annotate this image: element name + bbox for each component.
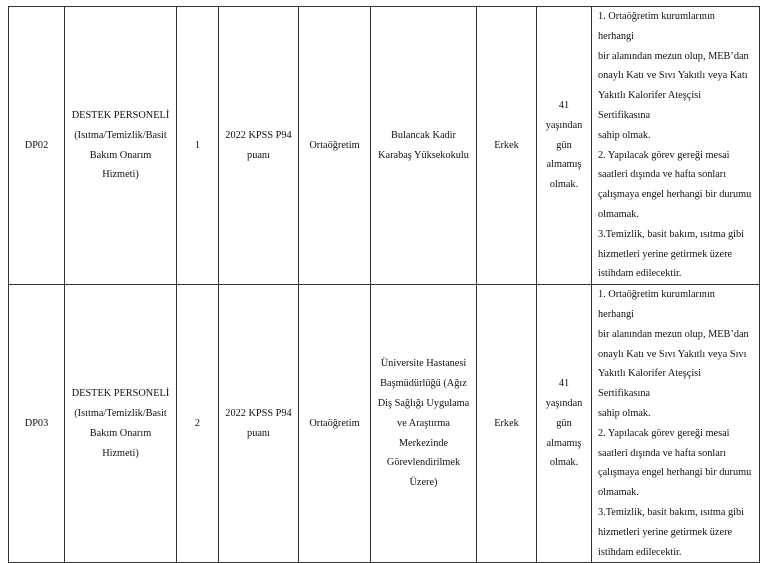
education-cell: Ortaöğretim [299,285,371,563]
position-title-cell: DESTEK PERSONELİ (Isıtma/Temizlik/Basit Bakım Onarım Hizmeti) [65,7,177,285]
requirement-item: 2. Yapılacak görev gereği mesai saatleri dışında ve hafta sonları çalışmaya engel herhangi bir durumu olmamak. [598,427,752,499]
position-count-cell: 1 [177,7,219,285]
requirement-item: 1. Ortaöğretim kurumlarının herhangi bir alanından mezun olup, MEB’dan onaylı Katı ve Sıvı Yakıtlı veya Sıvı Yakıtlı Kalorifer Ateşçisi Sertifikasına sahip olmak. [598,289,749,419]
position-code-cell: DP03 [9,285,65,563]
position-title-cell: DESTEK PERSONELİ (Isıtma/Temizlik/Basit Bakım Onarım Hizmeti) [65,285,177,563]
unit-cell: Bulancak Kadir Karabaş Yüksekokulu [371,7,477,285]
gender-cell: Erkek [477,7,537,285]
requirements-cell [592,285,760,563]
requirement-item: 1. Ortaöğretim kurumlarının herhangi bir alanından mezun olup, MEB’dan onaylı Katı ve Sıvı Yakıtlı veya Katı Yakıtlı Kalorifer Ateşçisi Sertifikasına sahip olmak. [598,11,749,141]
table-row [9,7,760,285]
document-page [8,6,759,558]
age-limit-cell: 41 yaşından gün almamış olmak. [537,7,592,285]
score-type-cell: 2022 KPSS P94 puanı [219,7,299,285]
score-type-cell: 2022 KPSS P94 puanı [219,285,299,563]
position-code-cell: DP02 [9,7,65,285]
requirement-item: 3.Temizlik, basit bakım, ısıtma gibi hizmetleri yerine getirmek üzere istihdam edilecektir. [598,228,744,280]
requirement-item: 3.Temizlik, basit bakım, ısıtma gibi hizmetleri yerine getirmek üzere istihdam edilecektir. [598,506,744,558]
age-limit-cell: 41 yaşından gün almamış olmak. [537,285,592,563]
education-cell: Ortaöğretim [299,7,371,285]
table-row [9,285,760,563]
gender-cell: Erkek [477,285,537,563]
position-count-cell: 2 [177,285,219,563]
unit-cell: Üniversite Hastanesi Başmüdürlüğü (Ağız Diş Sağlığı Uygulama ve Araştırma Merkezinde Görevlendirilmek Üzere) [371,285,477,563]
requirement-item: 2. Yapılacak görev gereği mesai saatleri dışında ve hafta sonları çalışmaya engel herhangi bir durumu olmamak. [598,149,752,220]
job-listing-table [8,6,760,563]
requirements-cell [592,7,760,285]
